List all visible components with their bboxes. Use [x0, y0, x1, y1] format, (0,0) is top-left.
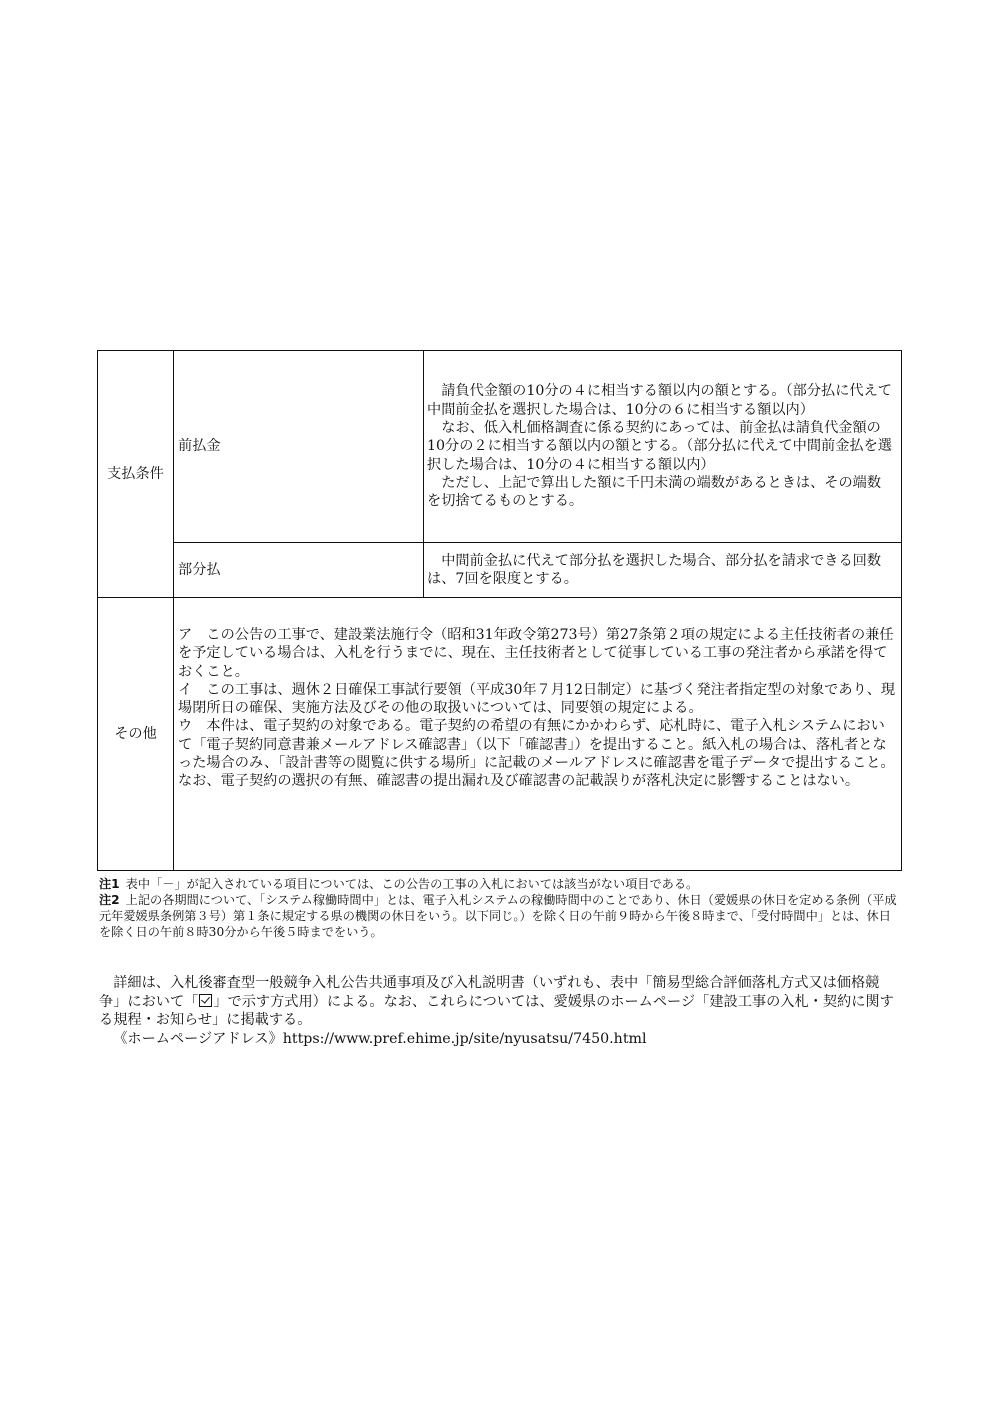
table-row-partial-payment	[98, 543, 902, 598]
advance-payment-paragraph-1: 請負代金額の10分の４に相当する額以内の額とする。（部分払に代えて中間前金払を選択した場合は、10分の６に相当する額以内）	[427, 383, 892, 418]
homepage-label: 《ホームページアドレス》	[113, 1030, 283, 1047]
checked-box-icon	[199, 994, 212, 1007]
table-row-advance-payment	[98, 351, 902, 543]
notes-section	[99, 876, 899, 940]
note-2	[99, 892, 899, 940]
other-item-i: イ この工事は、週休２日確保工事試行要領（平成30年７月12日制定）に基づく発注者指定型の対象であり、現場閉所日の確保、実施方法及びその他の取扱いについては、同要領の規定による。	[178, 681, 896, 717]
advance-payment-paragraph-2: なお、低入札価格調査に係る契約にあっては、前金払は請負代金額の10分の２に相当する額以内の額とする。（部分払に代えて中間前金払を選択した場合は、10分の４に相当する額以内）	[427, 420, 892, 473]
note-1-label: 注1	[99, 877, 120, 891]
partial-payment-paragraph: 中間前金払に代えて部分払を選択した場合、部分払を請求できる回数は、7回を限度とする。	[427, 552, 882, 587]
details-paragraph	[99, 974, 899, 1030]
conditions-table	[97, 350, 902, 871]
partial-payment-label: 部分払	[174, 543, 424, 598]
note-2-text: 上記の各期間について、「システム稼働時間中」とは、電子入札システムの稼働時間中のことであり、休日（愛媛県の休日を定める条例（平成元年愛媛県条例第３号）第１条に規定する県の機関の休日をいう。以下同じ。）を除く日の午前９時から午後８時まで、「受付時間中」とは、休日を除く日の午前８時30分から午後５時までをいう。	[99, 893, 897, 939]
partial-payment-text	[424, 543, 902, 598]
note-2-label: 注2	[99, 893, 120, 907]
details-text-before: 詳細は、入札後審査型一般競争入札公告共通事項及び入札説明書（いずれも、表中「簡易型総合評価落札方式又は価格競争」において「	[99, 975, 880, 1010]
other-label: その他	[98, 598, 174, 871]
homepage-line	[99, 1030, 899, 1049]
table-row-other	[98, 598, 902, 871]
advance-payment-paragraph-3: ただし、上記で算出した額に千円未満の端数があるときは、その端数を切捨てるものとする。	[427, 474, 882, 510]
details-section	[99, 974, 899, 1048]
homepage-url: https://www.pref.ehime.jp/site/nyusatsu/7450.html	[282, 1030, 647, 1047]
advance-payment-text	[424, 351, 902, 543]
details-text-after: 」で示す方式用）による。なお、これらについては、愛媛県のホームページ「建設工事の入札・契約に関する規程・お知らせ」に掲載する。	[99, 993, 894, 1028]
note-1	[99, 876, 899, 892]
note-1-text: 表中「－」が記入されている項目については、この公告の工事の入札においては該当がない項目である。	[125, 877, 699, 891]
other-item-u: ウ 本件は、電子契約の対象である。電子契約の希望の有無にかかわらず、応札時に、電子入札システムにおいて「電子契約同意書兼メールアドレス確認書」（以下「確認書」）を提出すること。紙入札の場合は、落札者となった場合のみ、「設計書等の閲覧に供する場所」に記載のメールアドレスに確認書を電子データで提出すること。なお、電子契約の選択の有無、確認書の提出漏れ及び確認書の記載誤りが落札決定に影響することはない。	[178, 718, 895, 790]
advance-payment-label: 前払金	[174, 351, 424, 543]
other-item-a: ア この公告の工事で、建設業法施行令（昭和31年政令第273号）第27条第２項の規定による主任技術者の兼任を予定している場合は、入札を行うまでに、現在、主任技術者として従事している工事の発注者から承諾を得ておくこと。	[178, 627, 894, 680]
payment-conditions-label: 支払条件	[98, 351, 174, 598]
other-text	[174, 598, 902, 871]
